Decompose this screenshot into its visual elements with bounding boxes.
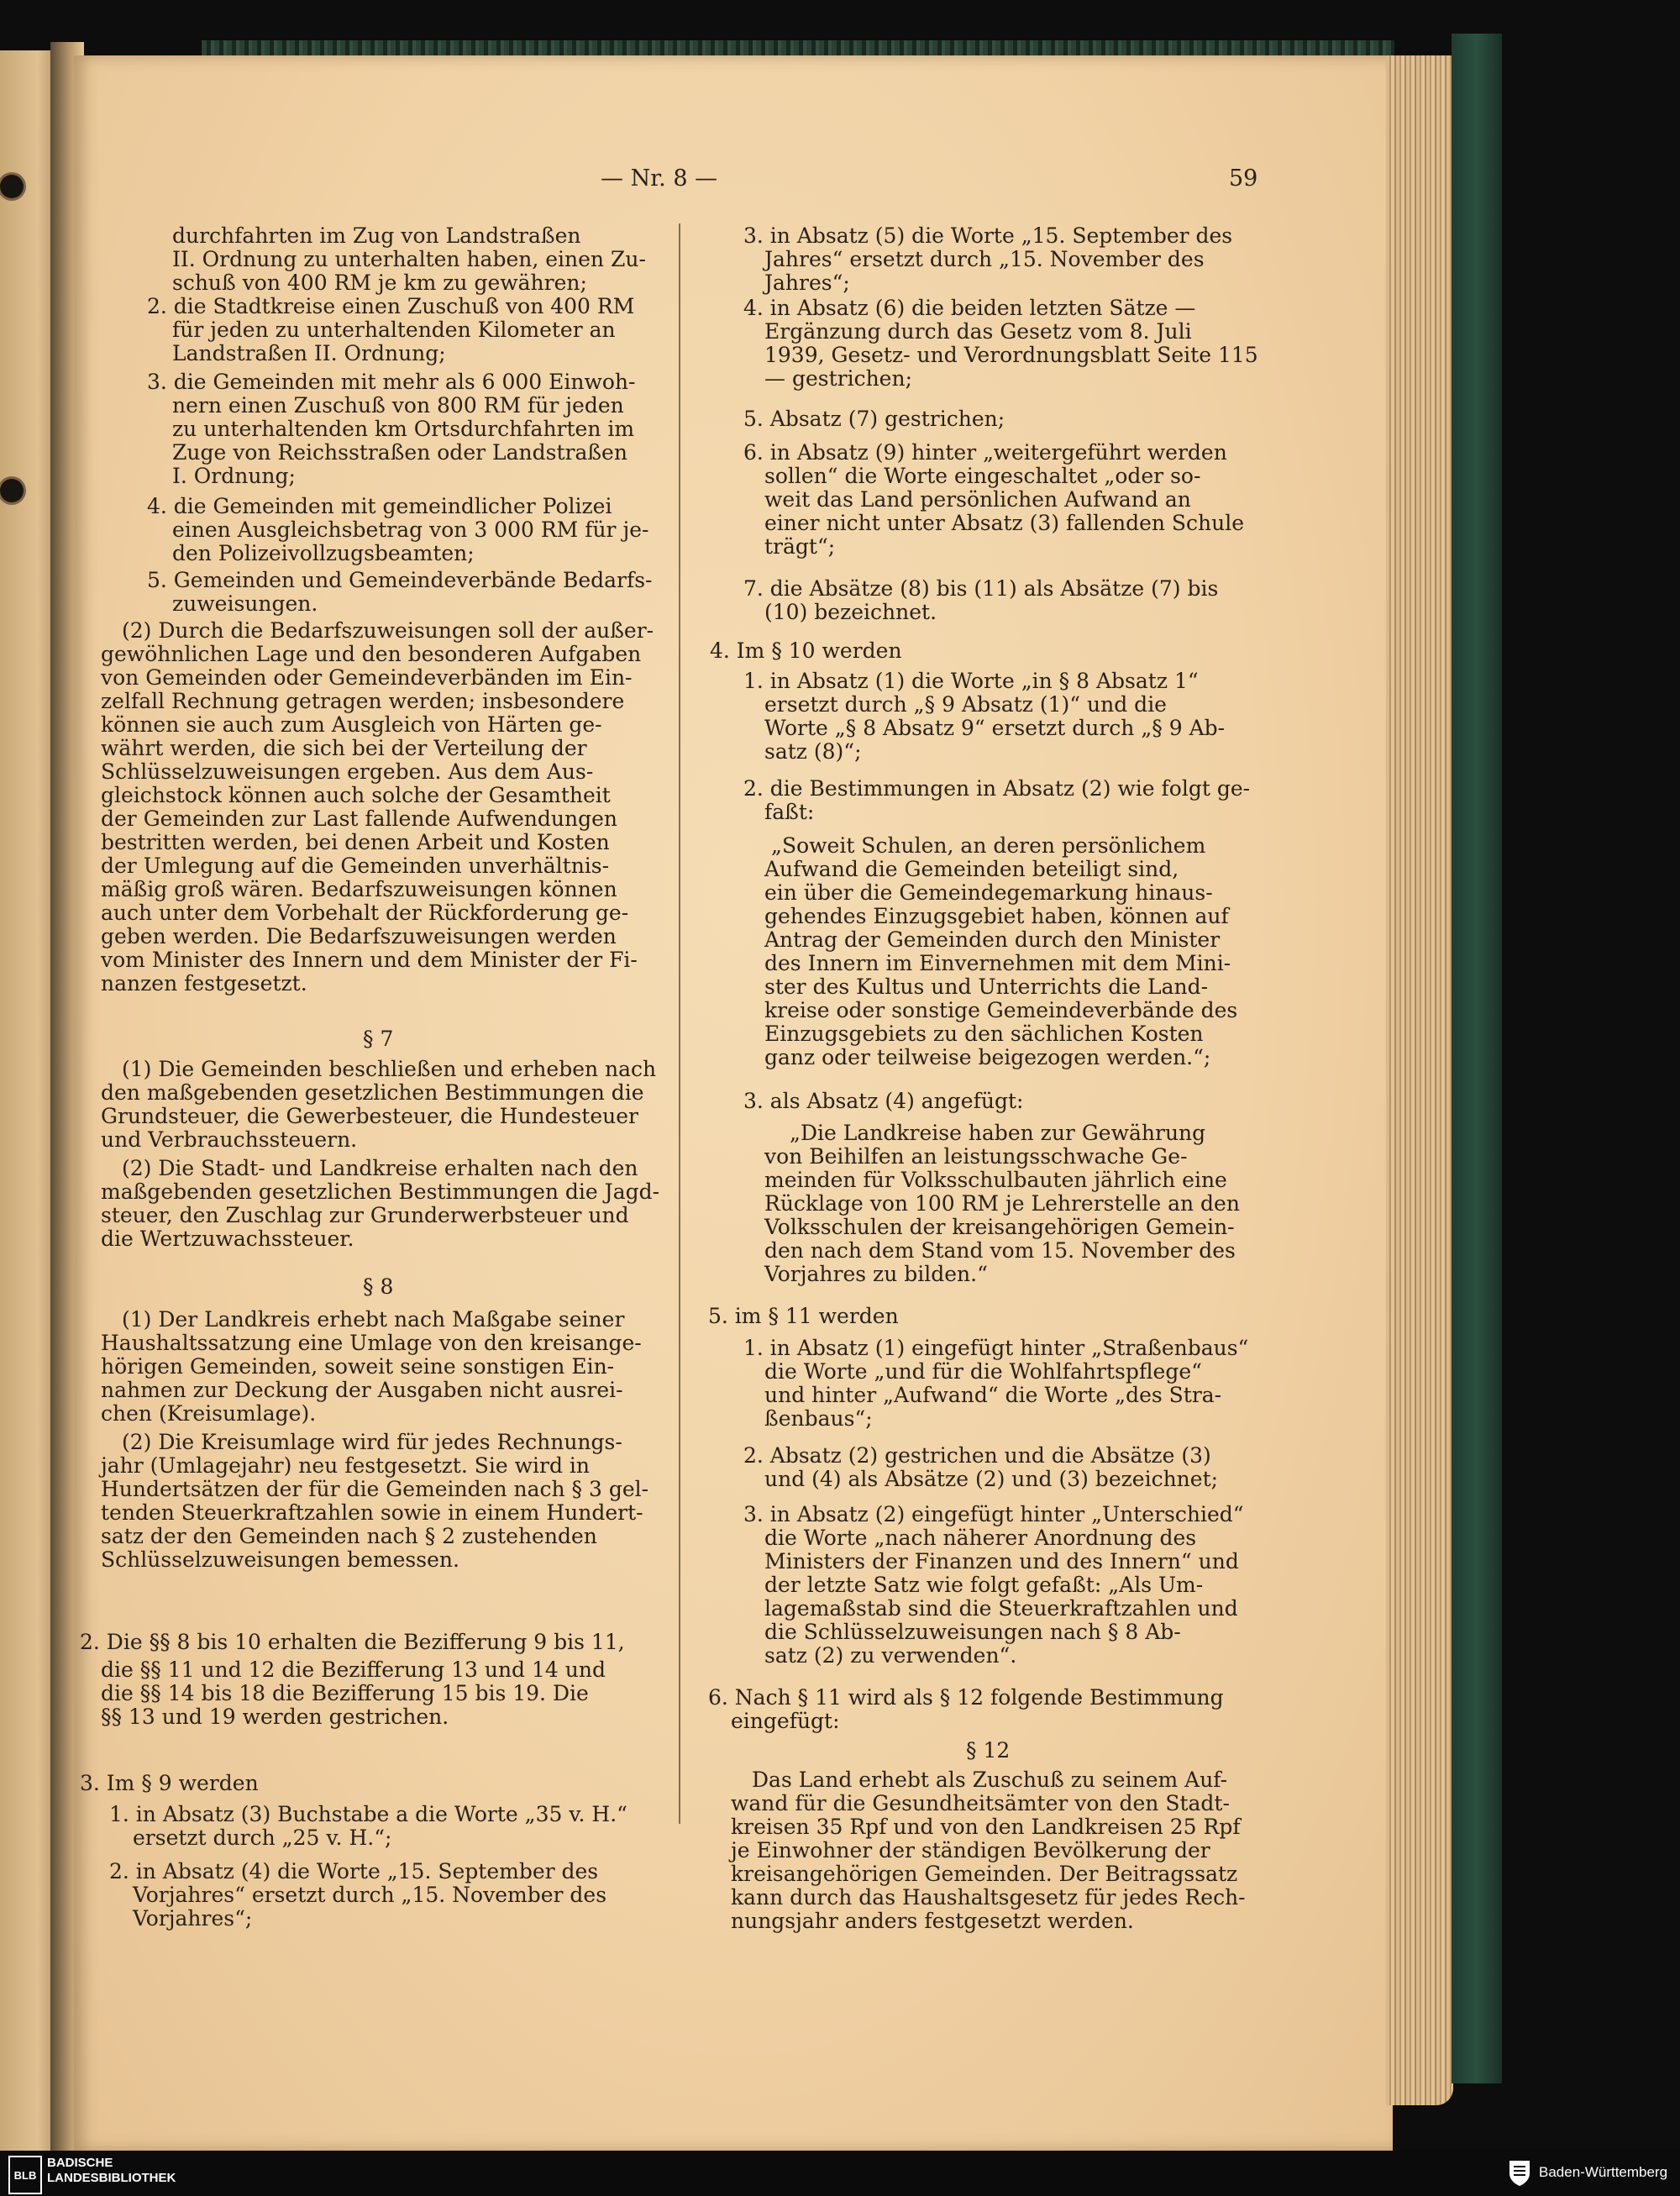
text-line: trägt“; bbox=[764, 534, 836, 559]
text-line: Schlüsselzuweisungen ergeben. Aus dem Aus- bbox=[101, 759, 594, 784]
issue-number: — Nr. 8 — bbox=[601, 165, 718, 192]
state-name: Baden-Württemberg bbox=[1539, 2164, 1668, 2180]
text-line: (1) Der Landkreis erhebt nach Maßgabe seiner bbox=[122, 1307, 625, 1332]
text-line: ersetzt durch „§ 9 Absatz (1)“ und die bbox=[764, 692, 1167, 717]
text-line: sollen“ die Worte eingeschaltet „oder so- bbox=[764, 464, 1201, 488]
institution-name: BADISCHE LANDESBIBLIOTHEK bbox=[47, 2156, 176, 2185]
text-line: einen Ausgleichsbetrag von 3 000 RM für je- bbox=[172, 517, 649, 542]
text-line: Zuge von Reichsstraßen oder Landstraßen bbox=[172, 440, 627, 465]
text-line: II. Ordnung zu unterhalten haben, einen Zu- bbox=[172, 247, 646, 271]
text-line: meinden für Volksschulbauten jährlich eine bbox=[764, 1168, 1227, 1192]
footer-bar bbox=[0, 2151, 1680, 2196]
text-line: der letzte Satz wie folgt gefaßt: „Als Um- bbox=[764, 1573, 1204, 1597]
text-line: nanzen festgesetzt. bbox=[101, 971, 307, 996]
text-line: tenden Steuerkraftzahlen sowie in einem Hundert- bbox=[101, 1500, 643, 1525]
text-line: (2) Die Kreisumlage wird für jedes Rechnungs- bbox=[122, 1430, 622, 1454]
text-line: Vorjahres“; bbox=[133, 1906, 253, 1931]
section-heading: § 8 bbox=[363, 1274, 394, 1299]
text-line: geben werden. Die Bedarfszuweisungen werden bbox=[101, 924, 617, 948]
text-line: Worte „§ 8 Absatz 9“ ersetzt durch „§ 9 Ab- bbox=[764, 716, 1226, 740]
text-line: Vorjahres zu bilden.“ bbox=[764, 1262, 988, 1286]
text-line: 3. in Absatz (5) die Worte „15. September des bbox=[743, 223, 1233, 248]
page-number: 59 bbox=[1229, 165, 1258, 192]
text-line: ster des Kultus und Unterrichts die Land- bbox=[764, 975, 1209, 999]
text-line: 3. Im § 9 werden bbox=[80, 1771, 259, 1795]
text-line: kreise oder sonstige Gemeindeverbände des bbox=[764, 998, 1238, 1022]
punch-hole bbox=[0, 175, 24, 198]
text-line: eingefügt: bbox=[731, 1709, 840, 1733]
text-line: „Die Landkreise haben zur Gewährung bbox=[790, 1121, 1206, 1145]
text-line: nungsjahr anders festgesetzt werden. bbox=[731, 1909, 1134, 1933]
blb-logo: BLB bbox=[8, 2156, 42, 2194]
text-line: kreisangehörigen Gemeinden. Der Beitragssatz bbox=[731, 1862, 1238, 1886]
text-line: steuer, den Zuschlag zur Grunderwerbsteuer und bbox=[101, 1203, 629, 1227]
text-line: satz (2) zu verwenden“. bbox=[764, 1643, 1017, 1668]
text-line: die Wertzuwachssteuer. bbox=[101, 1227, 354, 1251]
text-line: währt werden, die sich bei der Verteilung der bbox=[101, 736, 587, 760]
text-line: der Gemeinden zur Last fallende Aufwendungen bbox=[101, 806, 618, 831]
text-line: können sie auch zum Ausgleich von Härten ge- bbox=[101, 712, 602, 737]
text-line: „Soweit Schulen, an deren persönlichem bbox=[771, 833, 1206, 858]
text-line: bestritten werden, bei denen Arbeit und Kosten bbox=[101, 830, 610, 854]
text-line: chen (Kreisumlage). bbox=[101, 1401, 317, 1426]
text-line: Einzugsgebiets zu den sächlichen Kosten bbox=[764, 1022, 1204, 1046]
text-line: kreisen 35 Rpf und von den Landkreisen 25 Rpf bbox=[731, 1815, 1241, 1839]
text-line: vom Minister des Innern und dem Minister der Fi- bbox=[101, 948, 638, 972]
text-line: gehendes Einzugsgebiet haben, können auf bbox=[764, 904, 1229, 928]
text-line: von Gemeinden oder Gemeindeverbänden im Ein- bbox=[101, 665, 633, 690]
text-line: Landstraßen II. Ordnung; bbox=[172, 341, 446, 365]
column-divider bbox=[679, 223, 680, 1824]
text-line: 5. Gemeinden und Gemeindeverbände Bedarfs- bbox=[147, 568, 653, 592]
text-line: Das Land erhebt als Zuschuß zu seinem Auf- bbox=[752, 1768, 1228, 1792]
text-line: faßt: bbox=[764, 800, 815, 824]
text-line: Aufwand die Gemeinden beteiligt sind, bbox=[764, 857, 1179, 881]
text-line: Ergänzung durch das Gesetz vom 8. Juli bbox=[764, 319, 1192, 344]
text-line: die §§ 14 bis 18 die Bezifferung 15 bis 19. Die bbox=[101, 1681, 589, 1705]
text-line: die Schlüsselzuweisungen nach § 8 Ab- bbox=[764, 1620, 1181, 1644]
text-line: 5. Absatz (7) gestrichen; bbox=[743, 407, 1005, 431]
text-line: 2. Absatz (2) gestrichen und die Absätze (3) bbox=[743, 1443, 1211, 1468]
section-heading: § 7 bbox=[363, 1027, 394, 1051]
text-line: nern einen Zuschuß von 800 RM für jeden bbox=[172, 393, 624, 418]
text-line: 4. in Absatz (6) die beiden letzten Sätze — bbox=[743, 296, 1196, 320]
text-line: 2. Die §§ 8 bis 10 erhalten die Bezifferung 9 bis 11, bbox=[80, 1630, 625, 1654]
text-line: durchfahrten im Zug von Landstraßen bbox=[172, 223, 581, 248]
text-line: gewöhnlichen Lage und den besonderen Aufgaben bbox=[101, 642, 642, 666]
text-line: satz der den Gemeinden nach § 2 zustehenden bbox=[101, 1524, 597, 1548]
text-line: und hinter „Aufwand“ die Worte „des Stra- bbox=[764, 1383, 1222, 1407]
text-line: auch unter dem Vorbehalt der Rückforderung ge- bbox=[101, 901, 629, 925]
text-line: (1) Die Gemeinden beschließen und erheben nach bbox=[122, 1057, 657, 1081]
text-line: schuß von 400 RM je km zu gewähren; bbox=[172, 271, 587, 295]
text-line: zu unterhaltenden km Ortsdurchfahrten im bbox=[172, 417, 635, 441]
text-line: satz (8)“; bbox=[764, 739, 862, 764]
text-line: die §§ 11 und 12 die Bezifferung 13 und 14 und bbox=[101, 1658, 606, 1682]
text-line: jahr (Umlagejahr) neu festgesetzt. Sie wird in bbox=[101, 1453, 590, 1478]
text-line: 5. im § 11 werden bbox=[708, 1304, 899, 1328]
text-line: mäßig groß wären. Bedarfszuweisungen können bbox=[101, 877, 617, 901]
text-line: §§ 13 und 19 werden gestrichen. bbox=[101, 1705, 449, 1729]
text-line: von Beihilfen an leistungsschwache Ge- bbox=[764, 1144, 1188, 1169]
text-line: den nach dem Stand vom 15. November des bbox=[764, 1238, 1236, 1263]
text-line: — gestrichen; bbox=[764, 366, 912, 391]
text-line: (2) Die Stadt- und Landkreise erhalten nach den bbox=[122, 1156, 638, 1180]
text-line: 1. in Absatz (1) die Worte „in § 8 Absatz 1“ bbox=[743, 669, 1199, 693]
page-edges bbox=[1386, 55, 1453, 2105]
text-line: den Polizeivollzugsbeamten; bbox=[172, 541, 475, 565]
text-line: hörigen Gemeinden, soweit seine sonstigen Ein- bbox=[101, 1354, 615, 1379]
text-line: 4. die Gemeinden mit gemeindlicher Polizei bbox=[147, 494, 612, 518]
text-line: Antrag der Gemeinden durch den Minister bbox=[764, 927, 1221, 952]
text-line: lagemaßstab sind die Steuerkraftzahlen und bbox=[764, 1596, 1238, 1621]
text-line: 4. Im § 10 werden bbox=[710, 638, 902, 663]
text-line: Jahres“; bbox=[764, 271, 850, 295]
punch-hole bbox=[0, 479, 24, 502]
text-line: kann durch das Haushaltsgesetz für jedes Rech- bbox=[731, 1885, 1246, 1910]
text-line: die Worte „nach näherer Anordnung des bbox=[764, 1526, 1197, 1550]
text-line: den maßgebenden gesetzlichen Bestimmungen die bbox=[101, 1080, 644, 1105]
text-line: zelfall Rechnung getragen werden; insbesondere bbox=[101, 689, 625, 713]
text-line: je Einwohner der ständigen Bevölkerung der bbox=[731, 1838, 1210, 1862]
text-line: der Umlegung auf die Gemeinden unverhältnis- bbox=[101, 854, 610, 878]
text-line: nahmen zur Deckung der Ausgaben nicht ausrei- bbox=[101, 1378, 623, 1402]
text-line: 1. in Absatz (1) eingefügt hinter „Straßenbaus“ bbox=[743, 1336, 1249, 1360]
text-line: und Verbrauchssteuern. bbox=[101, 1127, 358, 1152]
text-line: Hundertsätzen der für die Gemeinden nach § 3 gel- bbox=[101, 1477, 649, 1501]
text-line: 1. in Absatz (3) Buchstabe a die Worte „35 v. H.“ bbox=[109, 1802, 627, 1826]
text-line: Grundsteuer, die Gewerbesteuer, die Hundesteuer bbox=[101, 1104, 638, 1128]
text-line: Haushaltssatzung eine Umlage von den kreisange- bbox=[101, 1331, 642, 1355]
text-line: 6. Nach § 11 wird als § 12 folgende Bestimmung bbox=[708, 1685, 1224, 1710]
text-line: 6. in Absatz (9) hinter „weitergeführt werden bbox=[743, 440, 1227, 465]
text-line: ganz oder teilweise beigezogen werden.“; bbox=[764, 1045, 1211, 1069]
text-line: 7. die Absätze (8) bis (11) als Absätze (7) bis bbox=[743, 576, 1219, 601]
text-line: 2. die Bestimmungen in Absatz (2) wie folgt ge- bbox=[743, 776, 1251, 801]
text-line: Volksschulen der kreisangehörigen Gemein- bbox=[764, 1215, 1235, 1239]
text-line: die Worte „und für die Wohlfahrtspflege“ bbox=[764, 1359, 1202, 1384]
text-line: I. Ordnung; bbox=[172, 464, 296, 488]
text-line: 2. in Absatz (4) die Worte „15. September des bbox=[109, 1859, 599, 1883]
text-line: 3. als Absatz (4) angefügt: bbox=[743, 1089, 1024, 1113]
text-line: Vorjahres“ ersetzt durch „15. November des bbox=[133, 1883, 607, 1907]
text-line: für jeden zu unterhaltenden Kilometer an bbox=[172, 318, 616, 342]
book-cover bbox=[1452, 34, 1502, 2083]
text-line: gleichstock können auch solche der Gesamtheit bbox=[101, 783, 611, 807]
text-line: zuweisungen. bbox=[172, 591, 318, 616]
text-line: Ministers der Finanzen und des Innern“ und bbox=[764, 1549, 1239, 1573]
text-line: einer nicht unter Absatz (3) fallenden Schule bbox=[764, 511, 1245, 535]
text-line: (10) bezeichnet. bbox=[764, 600, 937, 624]
text-line: des Innern im Einvernehmen mit dem Mini- bbox=[764, 951, 1231, 975]
coat-of-arms-icon bbox=[1507, 2158, 1532, 2187]
text-line: 2. die Stadtkreise einen Zuschuß von 400 RM bbox=[147, 294, 635, 318]
text-line: 3. in Absatz (2) eingefügt hinter „Unterschied“ bbox=[743, 1502, 1244, 1526]
text-line: Jahres“ ersetzt durch „15. November des bbox=[764, 247, 1205, 271]
text-line: maßgebenden gesetzlichen Bestimmungen die Jagd- bbox=[101, 1179, 660, 1204]
text-line: ersetzt durch „25 v. H.“; bbox=[133, 1826, 392, 1850]
text-line: wand für die Gesundheitsämter von den Stadt- bbox=[731, 1791, 1230, 1815]
text-line: Rücklage von 100 RM je Lehrerstelle an den bbox=[764, 1191, 1240, 1216]
text-line: ßenbaus“; bbox=[764, 1406, 873, 1431]
text-line: 1939, Gesetz- und Verordnungsblatt Seite 115 bbox=[764, 343, 1258, 367]
text-line: (2) Durch die Bedarfszuweisungen soll der außer- bbox=[122, 618, 654, 643]
section-heading: § 12 bbox=[966, 1738, 1011, 1763]
text-line: und (4) als Absätze (2) und (3) bezeichnet; bbox=[764, 1467, 1219, 1491]
text-line: Schlüsselzuweisungen bemessen. bbox=[101, 1547, 459, 1572]
text-line: 3. die Gemeinden mit mehr als 6 000 Einwoh- bbox=[147, 370, 636, 394]
text-line: weit das Land persönlichen Aufwand an bbox=[764, 487, 1191, 512]
text-line: ein über die Gemeindegemarkung hinaus- bbox=[764, 880, 1213, 905]
